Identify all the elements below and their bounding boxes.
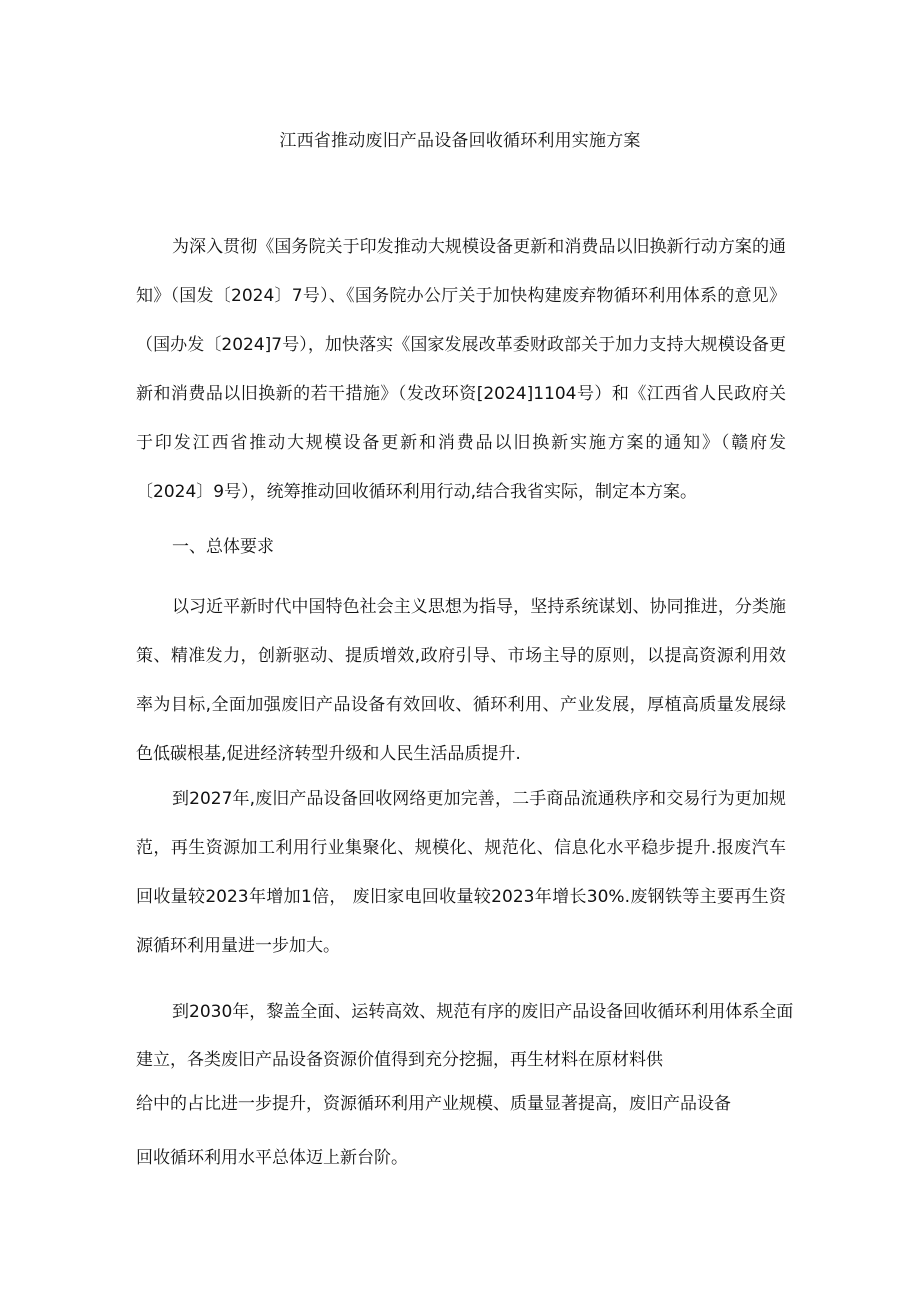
target-2027-paragraph: 到2027年,废旧产品设备回收网络更加完善，二手商品流通秩序和交易行为更加规范，再生资源加工利用行业集聚化、规模化、规范化、信息化水平稳步提升.报废汽车回收量较2023年增加1倍， 废旧家电回收量较2023年增长30%.废钢铁等主要再生资源循环利用量进一步加大。 [136, 789, 786, 956]
intro-paragraph: 为深入贯彻《国务院关于印发推动大规模设备更新和消费品以旧换新行动方案的通知》（国发〔2024〕7号）、《国务院办公厅关于加快构建废弃物循环利用体系的意见》（国办发〔2024]7号），加快落实《国家发展改革委财政部关于加力支持大规模设备更新和消费品以旧换新的若干措施》（发改环资[2024]1104号）和《江西省人民政府关于印发江西省推动大规模设备更新和消费品以旧换新实施方案的通知》（赣府发〔2024〕9号），统筹推动回收循环利用行动,结合我省实际，制定本方案。 [136, 237, 786, 502]
target-2030-line: 回收循环利用水平总体迈上新台阶。 [136, 1148, 408, 1168]
guiding-principles-paragraph: 以习近平新时代中国特色社会主义思想为指导，坚持系统谋划、协同推进，分类施策、精准发力，创新驱动、提质增效,政府引导、市场主导的原则，以提高资源利用效率为目标,全面加强废旧产品设备有效回收、循环利用、产业发展，厚植高质量发展绿色低碳根基,促进经济转型升级和人民生活品质提升. [136, 597, 786, 764]
target-2030-line: 到2030年，黎盖全面、运转高效、规范有序的废旧产品设备回收循环利用体系全面 [172, 1002, 794, 1022]
section-heading-general-requirements: 一、总体要求 [172, 537, 274, 557]
target-2030-line: 给中的占比进一步提升，资源循环利用产业规模、质量显著提高，废旧产品设备 [136, 1094, 731, 1114]
target-2030-line: 建立，各类废旧产品设备资源价值得到充分挖掘，再生材料在原材料供 [136, 1050, 663, 1070]
document-title: 江西省推动废旧产品设备回收循环利用实施方案 [279, 131, 641, 151]
